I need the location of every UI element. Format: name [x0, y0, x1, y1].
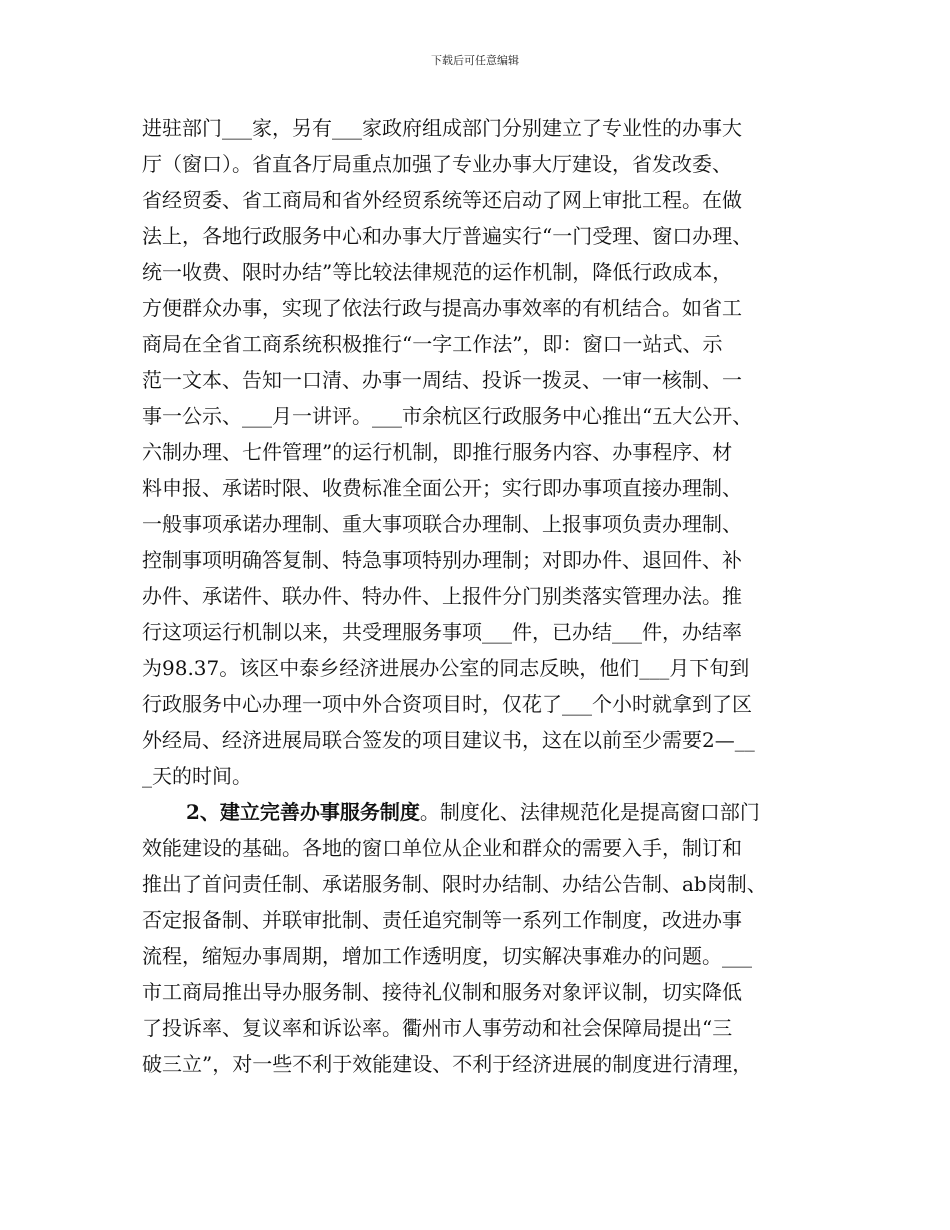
text-line: 了投诉率、复议率和诉讼率。衢州市人事劳动和社会保障局提出“三: [142, 1016, 733, 1040]
paragraph-2: [142, 794, 814, 1082]
text-line: 统一收费、限时办结”等比较法律规范的运作机制，降低行政成本，: [142, 260, 733, 284]
text-line: 方便群众办事，实现了依法行政与提高办事效率的有机结合。如省工: [142, 296, 742, 320]
text-line: [142, 794, 814, 830]
text-line: 效能建设的基础。各地的窗口单位从企业和群众的需要入手，制订和: [142, 836, 742, 860]
text-line: 流程，缩短办事周期，增加工作透明度，切实解决事难办的问题。___: [142, 944, 752, 968]
text-line: 事一公示、___月一讲评。___市余杭区行政服务中心推出“五大公开、: [142, 404, 753, 428]
text-line: 省经贸委、省工商局和省外经贸系统等还启动了网上审批工程。在做: [142, 188, 742, 212]
page-header: 下载后可任意编辑: [431, 54, 519, 67]
text-line: 料申报、承诺时限、收费标准全面公开；实行即办事项直接办理制、: [142, 476, 742, 500]
text-line: 市工商局推出导办服务制、接待礼仪制和服务对象评议制，切实降低: [142, 980, 742, 1004]
text-line: 破三立”，对一些不利于效能建设、不利于经济进展的制度进行清理，: [142, 1052, 753, 1076]
text-line: 行这项运行机制以来，共受理服务事项___件，已办结___件，办结率: [142, 620, 742, 644]
text-line: 推出了首问责任制、承诺服务制、限时办结制、办结公告制、ab岗制、: [142, 872, 767, 896]
text-line: 进驻部门___家，另有___家政府组成部门分别建立了专业性的办事大: [142, 116, 742, 140]
text-line: 范一文本、告知一口清、办事一周结、投诉一拨灵、一审一核制、一: [142, 368, 742, 392]
heading-continuation: 。制度化、法律规范化是提高窗口部门: [419, 800, 760, 824]
text-line: 法上，各地行政服务中心和办事大厅普遍实行“一门受理、窗口办理、: [142, 224, 753, 248]
paragraph-1: [142, 110, 814, 794]
text-line: _天的时间。: [142, 764, 252, 788]
text-line: 厅（窗口）。省直各厅局重点加强了专业办事大厅建设，省发改委、: [142, 152, 732, 176]
text-line: 办件、承诺件、联办件、特办件、上报件分门别类落实管理办法。推: [142, 584, 742, 608]
text-line: 控制事项明确答复制、特急事项特别办理制；对即办件、退回件、补: [142, 548, 742, 572]
text-line: 一般事项承诺办理制、重大事项联合办理制、上报事项负责办理制、: [142, 512, 742, 536]
text-line: 行政服务中心办理一项中外合资项目时，仅花了___个小时就拿到了区: [142, 692, 752, 716]
section-heading: 2、建立完善办事服务制度: [186, 800, 420, 824]
text-line: 外经局、经济进展局联合签发的项目建议书，这在以前至少需要2—__: [142, 728, 755, 752]
text-line: 否定报备制、并联审批制、责任追究制等一系列工作制度，改进办事: [142, 908, 742, 932]
text-line: 为98.37。该区中泰乡经济进展办公室的同志反映，他们___月下旬到: [142, 656, 750, 680]
text-line: 商局在全省工商系统积极推行“一字工作法”，即：窗口一站式、示: [142, 332, 723, 356]
text-line: 六制办理、七件管理”的运行机制，即推行服务内容、办事程序、材: [142, 440, 733, 464]
body-text: [142, 110, 814, 1082]
